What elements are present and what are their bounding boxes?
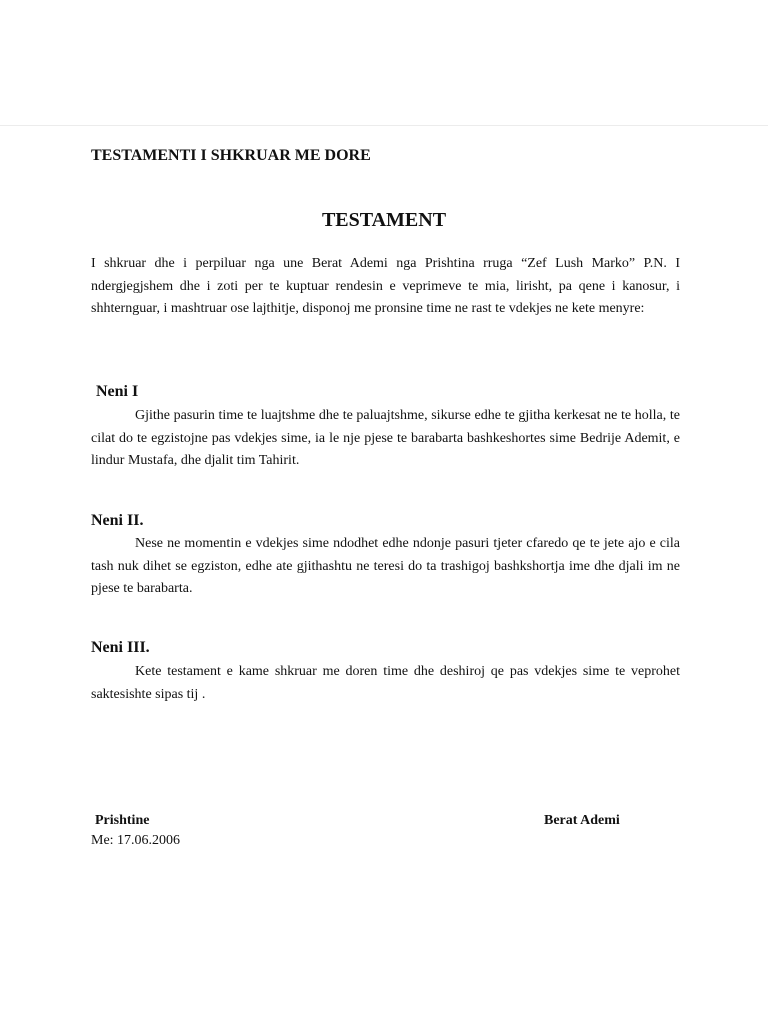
document-heading: TESTAMENTI I SHKRUAR ME DORE (91, 147, 371, 164)
intro-paragraph: I shkruar dhe i perpiluar nga une Berat Ademi nga Prishtina rruga “Zef Lush Marko” P.N. I ndergjegjshem dhe i zoti per te kuptuar rendesin e veprimeve te mia, lirisht, pa qene i kanosur, i shhternguar, i mashtruar ose lajthitje, disponoj me pronsine time ne rast te vdekjes ne kete menyre: (91, 256, 680, 316)
page-top-divider (0, 125, 768, 126)
signing-date: Me: 17.06.2006 (91, 833, 181, 848)
article-1-body: Gjithe pasurin time te luajtshme dhe te paluajtshme, sikurse edhe te gjitha kerkesat ne te holla, te cilat do te egzistojne pas vdekjes sime, ia le nje pjese te barabarta bashkeshortes sime Bedrije Ademit, e lindur Mustafa, dhe djalit tim Tahirit. (91, 408, 680, 468)
article-2-body: Nese ne momentin e vdekjes sime ndodhet edhe ndonje pasuri tjeter cfaredo qe te jete ajo e cila tash nuk dihet se egziston, edhe ate gjithashtu ne teresi do ta trashigoj bashkshortja ime dhe djali im ne pjese te barabarta. (91, 536, 680, 596)
signatory-name: Berat Ademi (544, 813, 620, 828)
article-2-title: Neni II. (91, 512, 144, 529)
article-1-title: Neni I (96, 383, 139, 400)
document-title: TESTAMENT (321, 209, 447, 231)
article-3-title: Neni III. (91, 639, 150, 656)
signing-place: Prishtine (95, 813, 150, 828)
article-3-body: Kete testament e kame shkruar me doren time dhe deshiroj qe pas vdekjes sime te veprohet saktesishte sipas tij . (91, 664, 680, 702)
